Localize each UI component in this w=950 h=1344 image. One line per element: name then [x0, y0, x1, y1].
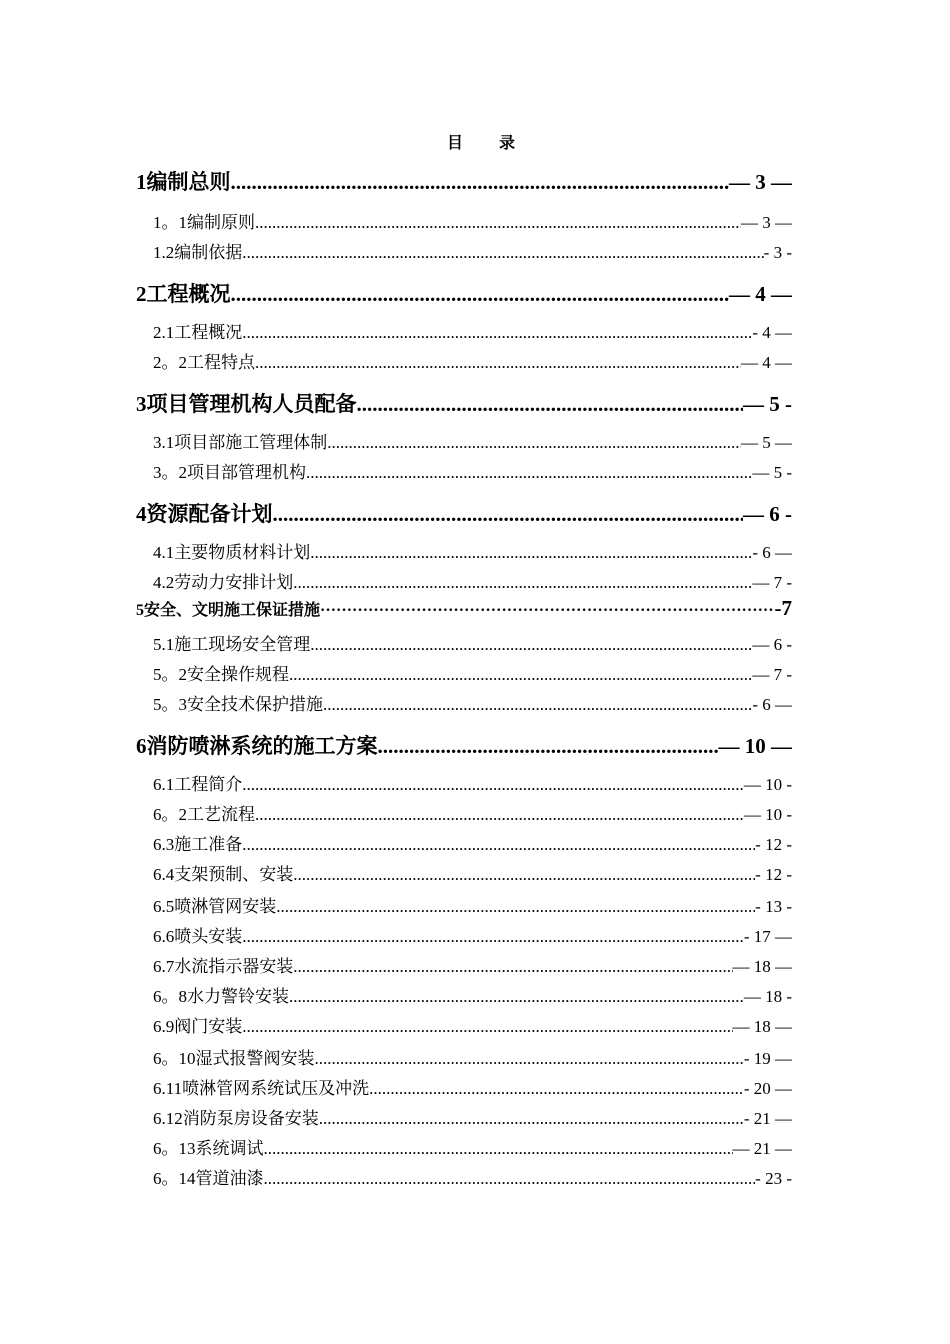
- dot-leader: [242, 323, 752, 342]
- toc-section-entry[interactable]: [153, 830, 792, 854]
- dot-leader: [276, 897, 755, 916]
- dot-leader: [255, 353, 741, 372]
- toc-page-number: — 4 —: [729, 282, 792, 306]
- toc-page-number: — 4 —: [741, 353, 792, 372]
- dot-leader: [315, 1049, 744, 1068]
- toc-page-number: — 21 —: [732, 1139, 792, 1158]
- toc-section-entry[interactable]: [153, 538, 792, 562]
- toc-section-entry[interactable]: [153, 1164, 792, 1188]
- toc-page-number: — 3 —: [729, 170, 792, 194]
- toc-page-number: - 13 -: [755, 897, 792, 916]
- toc-chapter-entry[interactable]: [136, 278, 792, 306]
- toc-page-number: — 3 —: [741, 213, 792, 232]
- toc-title: 目 录: [446, 135, 531, 152]
- toc-entry-label: 2。2工程特点: [153, 353, 255, 372]
- toc-page-number: — 18 -: [743, 987, 792, 1006]
- dot-leader: [273, 502, 744, 526]
- toc-chapter-entry[interactable]: [136, 596, 792, 622]
- dot-leader: [293, 573, 752, 592]
- dot-leader: [323, 695, 752, 714]
- toc-page-number: — 5 —: [741, 433, 792, 452]
- dot-leader: [242, 1017, 732, 1036]
- toc-page-number: — 6 -: [743, 502, 792, 526]
- toc-page-number: — 7 -: [752, 573, 792, 592]
- toc-entry-label: 1编制总则: [136, 170, 231, 194]
- dot-leader: [320, 602, 774, 620]
- toc-page-number: — 5 -: [743, 392, 792, 416]
- toc-entry-label: 2工程概况: [136, 282, 231, 306]
- toc-page-number: — 5 -: [752, 463, 792, 482]
- toc-entry-label: 6。14管道油漆: [153, 1169, 264, 1188]
- toc-page-number: — 18 —: [732, 957, 792, 976]
- toc-page-number: - 12 -: [755, 865, 792, 884]
- dot-leader: [231, 170, 730, 194]
- dot-leader: [306, 463, 752, 482]
- toc-page-number: - 20 —: [743, 1079, 792, 1098]
- toc-section-entry[interactable]: [153, 660, 792, 684]
- toc-section-entry[interactable]: [153, 428, 792, 452]
- toc-section-entry[interactable]: [153, 318, 792, 342]
- toc-page-number: — 6 -: [752, 635, 792, 654]
- toc-entry-label: 5。2安全操作规程: [153, 665, 289, 684]
- toc-entry-label: 1。1编制原则: [153, 213, 255, 232]
- dot-leader: [255, 213, 741, 232]
- toc-section-entry[interactable]: [153, 800, 792, 824]
- dot-leader: [319, 1109, 744, 1128]
- toc-page-number: - 19 —: [743, 1049, 792, 1068]
- toc-page-number: - 12 -: [755, 835, 792, 854]
- toc-page-number: — 7 -: [752, 665, 792, 684]
- toc-entry-label: 6.4支架预制、安装: [153, 865, 294, 884]
- toc-section-entry[interactable]: [153, 922, 792, 946]
- toc-section-entry[interactable]: [153, 1044, 792, 1068]
- toc-entry-label: 6.1工程简介: [153, 775, 243, 794]
- toc-section-entry[interactable]: [153, 982, 792, 1006]
- dot-leader: [255, 805, 744, 824]
- toc-page-number: -7: [774, 596, 792, 620]
- dot-leader: [231, 282, 730, 306]
- toc-page-number: - 6 —: [752, 543, 792, 562]
- toc-entry-label: 6.7水流指示器安装: [153, 957, 294, 976]
- toc-page-number: - 3 -: [763, 243, 792, 262]
- toc-page-number: - 21 —: [743, 1109, 792, 1128]
- toc-entry-label: 6.5喷淋管网安装: [153, 897, 277, 916]
- toc-page-number: — 10 -: [743, 775, 792, 794]
- toc-entry-label: 2.1工程概况: [153, 323, 243, 342]
- dot-leader: [264, 1139, 733, 1158]
- toc-section-entry[interactable]: [153, 1134, 792, 1158]
- dot-leader: [293, 865, 755, 884]
- toc-entry-label: 6.6喷头安装: [153, 927, 243, 946]
- toc-entry-label: 6。8水力警铃安装: [153, 987, 289, 1006]
- toc-section-entry[interactable]: [153, 1074, 792, 1098]
- dot-leader: [293, 957, 732, 976]
- toc-page-number: — 18 —: [732, 1017, 792, 1036]
- toc-section-entry[interactable]: [153, 458, 792, 482]
- toc-entry-label: 6.11喷淋管网系统试压及冲洗: [153, 1079, 370, 1098]
- toc-section-entry[interactable]: [153, 1104, 792, 1128]
- toc-section-entry[interactable]: [153, 568, 792, 592]
- toc-chapter-entry[interactable]: [136, 498, 792, 526]
- toc-entry-label: 1.2编制依据: [153, 243, 243, 262]
- toc-section-entry[interactable]: [153, 770, 792, 794]
- toc-entry-label: 6消防喷淋系统的施工方案: [136, 734, 378, 758]
- toc-entry-label: 6。2工艺流程: [153, 805, 255, 824]
- toc-entry-label: 4.1主要物质材料计划: [153, 543, 311, 562]
- toc-page-number: — 10 —: [718, 734, 792, 758]
- toc-chapter-entry[interactable]: [136, 166, 792, 194]
- toc-section-entry[interactable]: [153, 208, 792, 232]
- toc-section-entry[interactable]: [153, 690, 792, 714]
- toc-section-entry[interactable]: [153, 892, 792, 916]
- dot-leader: [242, 927, 744, 946]
- toc-entry-label: 5。3安全技术保护措施: [153, 695, 323, 714]
- dot-leader: [310, 635, 752, 654]
- toc-page-number: - 17 —: [743, 927, 792, 946]
- toc-entry-label: 5安全、文明施工保证措施: [136, 602, 321, 619]
- toc-entry-label: 6。10湿式报警阀安装: [153, 1049, 315, 1068]
- toc-entry-label: 4.2劳动力安排计划: [153, 573, 294, 592]
- toc-section-entry[interactable]: [153, 860, 792, 884]
- toc-entry-label: 3。2项目部管理机构: [153, 463, 306, 482]
- toc-section-entry[interactable]: [153, 348, 792, 372]
- toc-entry-label: 3项目管理机构人员配备: [136, 392, 357, 416]
- dot-leader: [242, 835, 755, 854]
- toc-page-number: — 10 -: [743, 805, 792, 824]
- toc-section-entry[interactable]: [153, 1012, 792, 1036]
- dot-leader: [289, 987, 744, 1006]
- toc-entry-label: 6。13系统调试: [153, 1139, 264, 1158]
- toc-entry-label: 6.9阀门安装: [153, 1017, 243, 1036]
- toc-section-entry[interactable]: [153, 630, 792, 654]
- toc-entry-label: 5.1施工现场安全管理: [153, 635, 311, 654]
- dot-leader: [357, 392, 744, 416]
- dot-leader: [242, 775, 744, 794]
- dot-leader: [264, 1169, 756, 1188]
- toc-page-number: - 4 —: [752, 323, 792, 342]
- dot-leader: [378, 734, 719, 758]
- dot-leader: [289, 665, 752, 684]
- dot-leader: [242, 243, 763, 262]
- toc-chapter-entry[interactable]: [136, 388, 792, 416]
- toc-entry-label: 3.1项目部施工管理体制: [153, 433, 328, 452]
- dot-leader: [369, 1079, 744, 1098]
- toc-section-entry[interactable]: [153, 952, 792, 976]
- toc-page-number: - 6 —: [752, 695, 792, 714]
- dot-leader: [310, 543, 752, 562]
- toc-section-entry[interactable]: [153, 238, 792, 262]
- toc-entry-label: 4资源配备计划: [136, 502, 273, 526]
- dot-leader: [327, 433, 741, 452]
- toc-page-number: - 23 -: [755, 1169, 792, 1188]
- toc-chapter-entry[interactable]: [136, 730, 792, 758]
- toc-entry-label: 6.3施工准备: [153, 835, 243, 854]
- toc-entry-label: 6.12消防泵房设备安装: [153, 1109, 319, 1128]
